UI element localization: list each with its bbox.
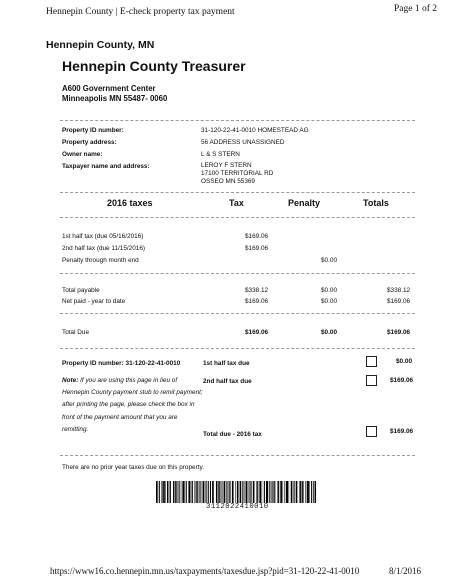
divider — [60, 120, 415, 121]
owner-name-value: L & S STERN — [201, 151, 240, 158]
divider — [60, 313, 415, 314]
column-header-penalty: Penalty — [288, 198, 321, 208]
barcode-bar — [311, 481, 312, 503]
barcode-bar — [299, 481, 300, 503]
barcode-bar — [167, 481, 168, 503]
barcode — [155, 481, 317, 503]
address-line-1: A600 Government Center — [62, 84, 156, 93]
total-due-label: Total Due — [62, 329, 89, 336]
second-half-due-label: 2nd half tax due — [203, 378, 252, 385]
barcode-bar — [283, 481, 284, 503]
barcode-bar — [173, 481, 174, 503]
barcode-bar — [203, 481, 205, 503]
barcode-bar — [221, 481, 222, 503]
taxpayer-line-3: OSSEO MN 55369 — [201, 178, 255, 185]
barcode-bar — [182, 481, 184, 503]
barcode-bar — [169, 481, 170, 503]
barcode-bar — [235, 481, 236, 503]
barcode-bar — [170, 481, 171, 503]
barcode-bar — [208, 481, 209, 503]
barcode-bar — [196, 481, 197, 503]
barcode-bar — [237, 481, 239, 503]
barcode-bar — [289, 481, 290, 503]
barcode-bar — [176, 481, 177, 503]
barcode-bar — [179, 481, 180, 503]
net-paid-penalty: $0.00 — [321, 298, 337, 305]
barcode-bar — [300, 481, 301, 503]
barcode-bar — [245, 481, 246, 503]
total-due-total: $169.06 — [387, 329, 411, 336]
barcode-bar — [273, 481, 274, 503]
barcode-bar — [242, 481, 243, 503]
barcode-bar — [175, 481, 176, 503]
barcode-bar — [192, 481, 193, 503]
barcode-bar — [264, 481, 265, 503]
barcode-bar — [224, 481, 226, 503]
barcode-number: 3112022410010 — [206, 503, 269, 511]
penalty-label: Penalty through month end — [62, 257, 139, 264]
barcode-bar — [284, 481, 285, 503]
barcode-bar — [253, 481, 255, 503]
barcode-bar — [250, 481, 251, 503]
barcode-bar — [266, 481, 268, 503]
stub-note-prefix: Note: — [62, 377, 79, 384]
column-header-totals: Totals — [363, 198, 389, 208]
barcode-bar — [294, 481, 295, 503]
barcode-bar — [256, 481, 257, 503]
barcode-bar — [226, 481, 227, 503]
total-due-checkbox[interactable] — [366, 426, 377, 437]
barcode-bar — [206, 481, 207, 503]
barcode-bar — [272, 481, 273, 503]
page-title: Hennepin County Treasurer — [62, 58, 246, 74]
total-payable-total: $338.12 — [387, 287, 411, 294]
taxpayer-line-1: LEROY F STERN — [201, 162, 252, 169]
total-due-penalty: $0.00 — [321, 329, 337, 336]
barcode-bar — [165, 481, 166, 503]
first-half-due-amount: $0.00 — [396, 358, 412, 365]
first-half-label: 1st half tax (due 05/16/2016) — [62, 233, 144, 240]
print-footer-url: https://www16.co.hennepin.mn.us/taxpayments/taxesdue.jsp?pid=31-120-22-41-0010 — [50, 566, 360, 576]
barcode-bar — [195, 481, 196, 503]
barcode-bar — [212, 481, 214, 503]
penalty-value: $0.00 — [321, 257, 337, 264]
barcode-bar — [191, 481, 192, 503]
address-line-2: Minneapolis MN 55487- 0060 — [62, 94, 168, 103]
barcode-bar — [186, 481, 187, 503]
stub-note — [62, 375, 204, 436]
print-footer-date: 8/1/2016 — [389, 566, 422, 576]
total-payable-tax: $338.12 — [245, 287, 269, 294]
barcode-bar — [274, 481, 275, 503]
barcode-bar — [251, 481, 252, 503]
barcode-bar — [246, 481, 248, 503]
net-paid-label: Net paid - year to date — [62, 298, 126, 305]
barcode-bar — [197, 481, 198, 503]
barcode-bar — [262, 481, 263, 503]
barcode-bar — [156, 481, 158, 503]
second-half-label: 2nd half tax (due 11/15/2016) — [62, 245, 146, 252]
divider — [60, 273, 415, 274]
barcode-bar — [159, 481, 160, 503]
barcode-bar — [181, 481, 182, 503]
barcode-bar — [313, 481, 314, 503]
barcode-bar — [162, 481, 163, 503]
net-paid-total: $169.06 — [387, 298, 411, 305]
barcode-bar — [210, 481, 211, 503]
barcode-bar — [188, 481, 190, 503]
divider — [60, 348, 415, 349]
barcode-bar — [199, 481, 200, 503]
barcode-bar — [305, 481, 306, 503]
barcode-bar — [257, 481, 258, 503]
total-due-2016-amount: $169.06 — [390, 428, 414, 435]
barcode-bar — [229, 481, 230, 503]
column-header-year: 2016 taxes — [107, 198, 153, 208]
taxpayer-line-2: 17100 TERRITORIAL RD — [201, 170, 274, 177]
stub-property-id: Property ID number: 31-120-22-41-0010 — [62, 360, 181, 367]
first-half-tax: $169.06 — [245, 233, 269, 240]
barcode-bar — [232, 481, 234, 503]
first-half-checkbox[interactable] — [366, 356, 377, 367]
divider — [60, 455, 415, 456]
county-name: Hennepin County, MN — [46, 39, 155, 51]
net-paid-tax: $169.06 — [245, 298, 269, 305]
print-header-title: Hennepin County | E-check property tax payment — [46, 7, 235, 17]
stub-note-text: If you are using this page in lieu of Hennepin County payment stub to remit payment; after printing the page, please check the box in front of the payment amount that you are remitting. — [62, 377, 203, 433]
second-half-checkbox[interactable] — [366, 375, 377, 386]
barcode-bar — [216, 481, 217, 503]
property-id-value: 31-120-22-41-0010 HOMESTEAD AG — [201, 127, 309, 134]
barcode-bar — [307, 481, 309, 503]
barcode-bar — [303, 481, 304, 503]
barcode-bar — [286, 481, 288, 503]
prior-year-note: There are no prior year taxes due on this property. — [62, 464, 204, 471]
barcode-bar — [291, 481, 293, 503]
column-header-tax: Tax — [229, 198, 244, 208]
property-address-label: Property address: — [62, 139, 117, 146]
owner-name-label: Owner name: — [62, 151, 103, 158]
property-address-value: 56 ADDRESS UNASSIGNED — [201, 139, 285, 146]
barcode-bar — [230, 481, 231, 503]
total-payable-label: Total payable — [62, 287, 100, 294]
barcode-bar — [259, 481, 261, 503]
second-half-tax: $169.06 — [245, 245, 269, 252]
divider — [60, 217, 415, 218]
barcode-bar — [280, 481, 282, 503]
barcode-bar — [240, 481, 242, 503]
total-due-2016-label: Total due - 2016 tax — [203, 431, 262, 438]
barcode-bar — [269, 481, 270, 503]
barcode-bar — [309, 481, 310, 503]
barcode-bar — [248, 481, 249, 503]
barcode-bar — [278, 481, 279, 503]
barcode-bar — [163, 481, 165, 503]
barcode-bar — [315, 481, 316, 503]
print-page-number: Page 1 of 2 — [394, 4, 438, 14]
taxpayer-label: Taxpayer name and address: — [62, 163, 150, 170]
barcode-bar — [302, 481, 303, 503]
barcode-bar — [202, 481, 203, 503]
barcode-bar — [296, 481, 298, 503]
barcode-bar — [223, 481, 224, 503]
total-payable-penalty: $0.00 — [321, 287, 337, 294]
second-half-due-amount: $169.06 — [390, 377, 414, 384]
divider — [60, 192, 415, 193]
first-half-due-label: 1st half tax due — [203, 360, 250, 367]
property-id-label: Property ID number: — [62, 127, 124, 134]
barcode-bar — [218, 481, 219, 503]
total-due-tax: $169.06 — [245, 329, 269, 336]
barcode-bar — [219, 481, 220, 503]
barcode-bar — [277, 481, 278, 503]
